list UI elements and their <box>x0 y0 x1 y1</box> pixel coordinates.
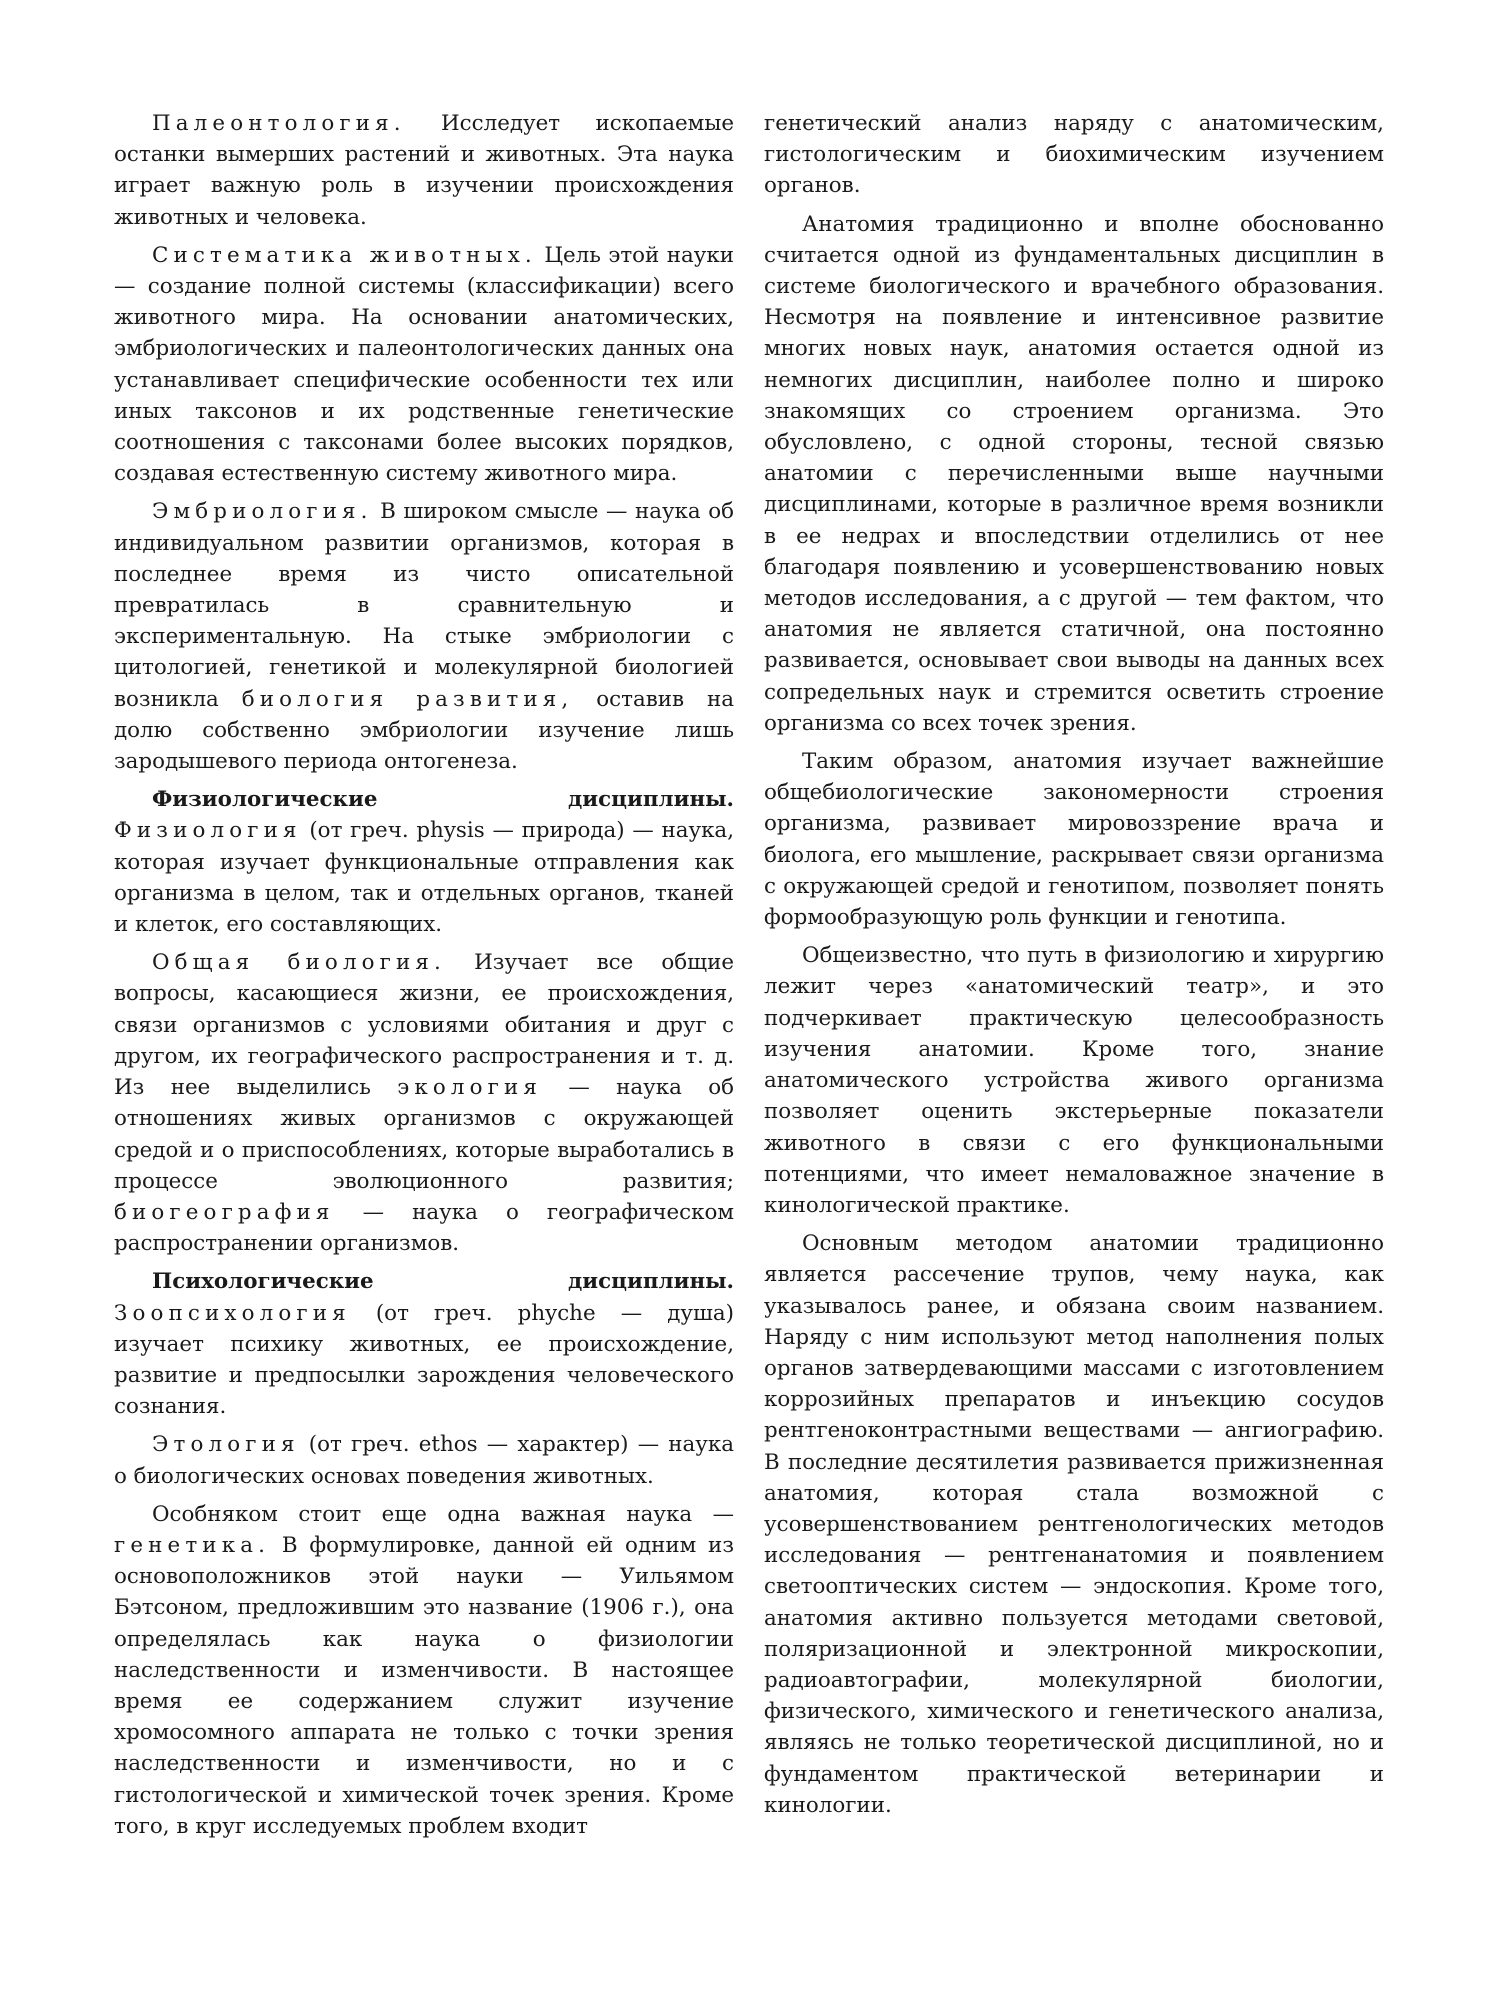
term-physiology: Физиология <box>114 818 302 844</box>
paragraph-text: Исследует ископаемые останки вымерших растений и животных. Эта наука играет важную роль в изучении происхождения животных и человека. <box>114 111 734 230</box>
paragraph-physiology <box>114 784 734 940</box>
paragraph-text: (от греч. ethos — характер) — наука о биологических основах поведения животных. <box>114 1432 734 1489</box>
paragraph-text: В широком смысле — наука об индивидуальном развитии организмов, которая в последнее время из чисто описательной превратилась в сравнительную и экспериментальную. На стыке эмбриологии с цитологией, генетикой и молекулярной биологией возникла <box>114 499 734 712</box>
left-column <box>114 108 734 1849</box>
term-biogeography: биогеография <box>114 1199 335 1225</box>
paragraph-systematics <box>114 240 734 490</box>
term-zoopsychology: Зоопсихология <box>114 1300 351 1326</box>
term-developmental-biology: биология развития, <box>241 686 574 712</box>
paragraph-text: (от греч. physis — природа) — наука, которая изучает функциональные отправления как организма в целом, так и отдельных органов, тканей и клеток, его составляющих. <box>114 818 734 938</box>
term-ethology: Этология <box>152 1432 300 1458</box>
heading-physiological-disciplines: Физиологические дисциплины. <box>152 787 734 813</box>
paragraph-text: — наука о географическом распространении организмов. <box>114 1199 734 1257</box>
paragraph-text: Особняком стоит еще одна важная наука — <box>152 1501 734 1527</box>
heading-psychological-disciplines: Психологические дисциплины. <box>152 1269 734 1295</box>
term-systematics: Систематика животных. <box>152 242 537 268</box>
paragraph-paleontology <box>114 108 734 233</box>
paragraph-anatomy-studies: Таким образом, анатомия изучает важнейшие общебиологические закономерности строения организма, развивает мировоззрение врача и биолога, его мышление, раскрывает связи организма с окружающей средой и генотипом, позволяет понять формообразующую роль функции и генотипа. <box>764 749 1384 931</box>
paragraph-anatomical-theatre: Общеизвестно, что путь в физиологию и хирургию лежит через «анатомический театр», и это подчеркивает практическую целесообразность изучения анатомии. Кроме того, знание анатомического устройства живого организма позволяет оценить экстерьерные показатели животного в связи с его функциональными потенциями, что имеет немаловажное значение в кинологической практике. <box>764 943 1384 1218</box>
term-embryology: Эмбриология. <box>152 499 373 525</box>
right-column <box>764 108 1384 1828</box>
paragraph-zoopsychology <box>114 1266 734 1422</box>
paragraph-general-biology <box>114 947 734 1259</box>
paragraph-anatomy-fundamental: Анатомия традиционно и вполне обоснованно считается одной из фундаментальных дисциплин в системе биологического и врачебного образования. Несмотря на появление и интенсивное развитие многих новых наук, анатомия остается одной из немногих дисциплин, наиболее полно и широко знакомящих со строением организма. Это обусловлено, с одной стороны, тесной связью анатомии с перечисленными выше научными дисциплинами, которые в различное время возникли в ее недрах и впоследствии отделились от нее благодаря появлению и усовершенствованию новых методов исследования, а с другой — тем фактом, что анатомия не является статичной, она постоянно развивается, основывает свои выводы на данных всех сопредельных наук и стремится осветить строение организма со всех точек зрения. <box>764 211 1384 736</box>
term-paleontology: Палеонтология. <box>152 111 406 136</box>
paragraph-embryology <box>114 496 734 777</box>
paragraph-text: В формулировке, данной ей одним из основоположников этой науки — Уильямом Бэтсоном, предложившим это название (1906 г.), она определялась как наука о физиологии наследственности и изменчивости. В настоящее время ее содержанием служит изучение хромосомного аппарата не только с точки зрения наследственности и изменчивости, но и с гистологической и химической точек зрения. Кроме того, в круг исследуемых проблем входит <box>114 1532 734 1839</box>
paragraph-anatomy-methods: Основным методом анатомии традиционно является рассечение трупов, чему наука, как указывалось ранее, и обязана своим названием. Наряду с ним используют метод наполнения полых органов затвердевающими массами с изготовлением коррозийных препаратов и инъекцию сосудов рентгеноконтрастными веществами — ангиографию. В последние десятилетия развивается прижизненная анатомия, которая стала возможной с усовершенствованием рентгенологических методов исследования — рентгенанатомия и появлением светооптических систем — эндоскопия. Кроме того, анатомия активно пользуется методами световой, поляризационной и электронной микроскопии, радиоавтографии, молекулярной биологии, физического, химического и генетического анализа, являясь не только теоретической дисциплиной, но и фундаментом практической ветеринарии и кинологии. <box>764 1231 1384 1818</box>
paragraph-text: Цель этой науки — создание полной системы (классификации) всего животного мира. На основании анатомических, эмбриологических и палеонтологических данных она устанавливает специфические особенности тех или иных таксонов и их родственные генетические соотношения с таксонами более высоких порядков, создавая естественную систему животного мира. <box>114 242 734 487</box>
paragraph-genetics-continued: генетический анализ наряду с анатомическим, гистологическим и биохимическим изучением органов. <box>764 111 1384 199</box>
paragraph-text: Изучает все общие вопросы, касающиеся жизни, ее происхождения, связи организмов с условиями обитания и друг с другом, их географического распространения и т. д. Из нее выделились <box>114 950 734 1101</box>
paragraph-text: — наука об отношениях живых организмов с окружающей средой и о приспособлениях, которые выработались в процессе эволюционного развития; <box>114 1075 734 1194</box>
term-general-biology: Общая биология. <box>152 950 446 976</box>
term-genetics: генетика. <box>114 1532 271 1558</box>
term-ecology: экология <box>397 1075 542 1101</box>
paragraph-text: (от греч. phyche — душа) изучает психику животных, ее происхождение, развитие и предпосылки зарождения человеческого сознания. <box>114 1300 734 1420</box>
paragraph-ethology <box>114 1429 734 1491</box>
paragraph-genetics <box>114 1499 734 1842</box>
paragraph-text: оставив на долю собственно эмбриологии изучение лишь зародышевого периода онтогенеза. <box>114 686 734 775</box>
